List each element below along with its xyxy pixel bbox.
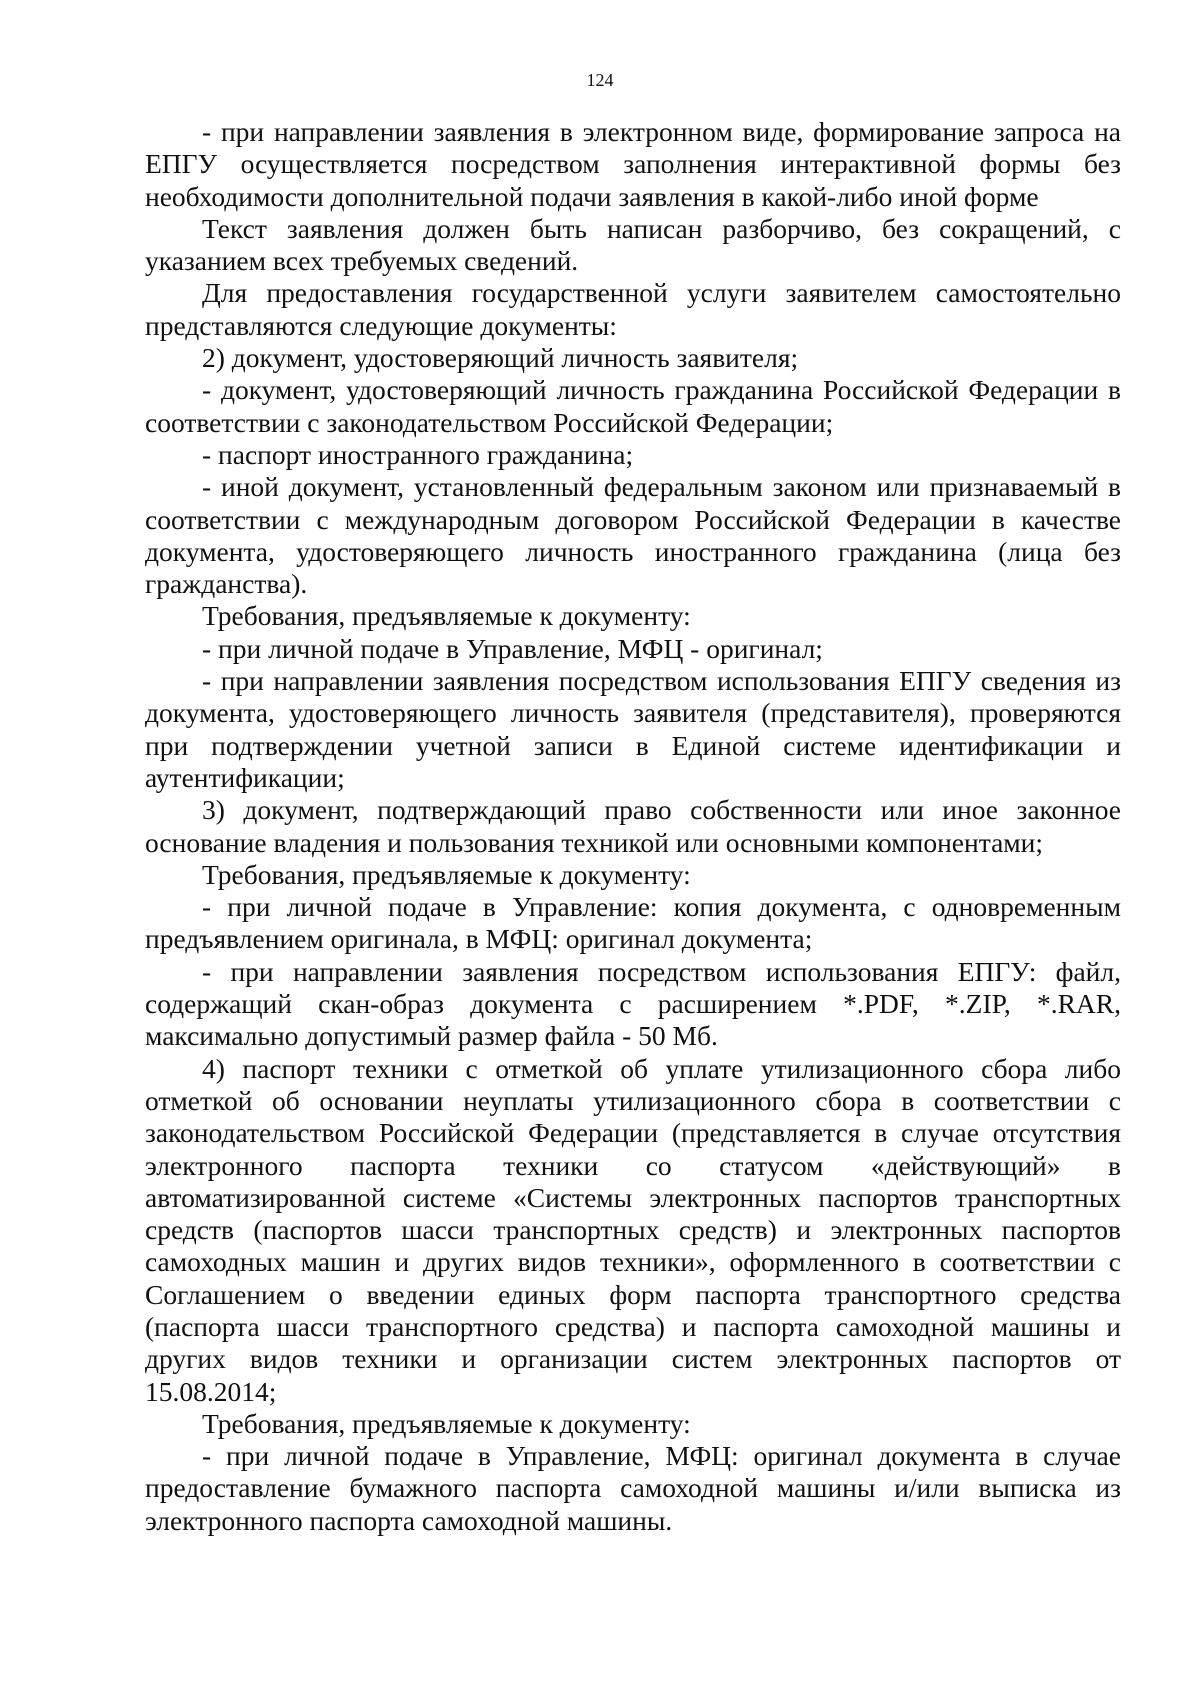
paragraph-personal-copy: - при личной подаче в Управление: копия документа, с одновременным предъявлением оригинала, в МФЦ: оригинал документа;	[145, 891, 1121, 955]
paragraph-requirements-1: Требования, предъявляемые к документу:	[202, 600, 691, 632]
paragraph-other-id: - иной документ, установленный федеральным законом или признаваемый в соответствии с международным договором Российской Федерации в качестве документа, удостоверяющего личность иностранного гражданина (лица без гражданства).	[145, 471, 1121, 600]
paragraph-requirements-3: Требования, предъявляемые к документу:	[202, 1407, 691, 1439]
paragraph-paper-passport: - при личной подаче в Управление, МФЦ: оригинал документа в случае предоставление бумажного паспорта самоходной машины и/или выписка из электронного паспорта самоходной машины.	[145, 1440, 1121, 1536]
paragraph-requirements-2: Требования, предъявляемые к документу:	[202, 858, 691, 890]
paragraph-item-4: 4) паспорт техники с отметкой об уплате утилизационного сбора либо отметкой об основании неуплаты утилизационного сбора в соответствии с законодательством Российской Федерации (представляется в случае отсутствия электронного паспорта техники со статусом «действующий» в автоматизированной системе «Системы электронных паспортов транспортных средств (паспортов шасси транспортных средств) и электронных паспортов самоходных машин и других видов техники», оформленного в соответствии с Соглашением о введении единых форм паспорта транспортного средства (паспорта шасси транспортного средства) и паспорта самоходной машины и других видов техники и организации систем электронных паспортов от 15.08.2014;	[145, 1052, 1121, 1407]
paragraph-citizen-id: - документ, удостоверяющий личность гражданина Российской Федерации в соответствии с законодательством Российской Федерации;	[145, 374, 1121, 438]
document-body	[145, 116, 1121, 1537]
paragraph-epgu-form: - при направлении заявления в электронном виде, формирование запроса на ЕПГУ осуществляется посредством заполнения интерактивной формы без необходимости дополнительной подачи заявления в какой-либо иной форме	[145, 116, 1121, 212]
page-number: 124	[586, 70, 614, 90]
paragraph-documents-intro: Для предоставления государственной услуги заявителем самостоятельно представляются следующие документы:	[145, 277, 1121, 341]
paragraph-epgu-verification: - при направлении заявления посредством использования ЕПГУ сведения из документа, удостоверяющего личность заявителя (представителя), проверяются при подтверждении учетной записи в Единой системе идентификации и аутентификации;	[145, 665, 1121, 793]
paragraph-application-text: Текст заявления должен быть написан разборчиво, без сокращений, с указанием всех требуемых сведений.	[145, 212, 1121, 277]
paragraph-item-2: 2) документ, удостоверяющий личность заявителя;	[202, 342, 799, 374]
paragraph-foreign-passport: - паспорт иностранного гражданина;	[202, 438, 634, 470]
paragraph-epgu-file: - при направлении заявления посредством использования ЕПГУ: файл, содержащий скан-образ документа с расширением *.PDF, *.ZIP, *.RAR, максимально допустимый размер файла - 50 Мб.	[145, 955, 1121, 1052]
paragraph-personal-original: - при личной подаче в Управление, МФЦ - оригинал;	[202, 632, 823, 664]
paragraph-item-3: 3) документ, подтверждающий право собственности или иное законное основание владения и пользования техникой или основными компонентами;	[145, 794, 1121, 858]
